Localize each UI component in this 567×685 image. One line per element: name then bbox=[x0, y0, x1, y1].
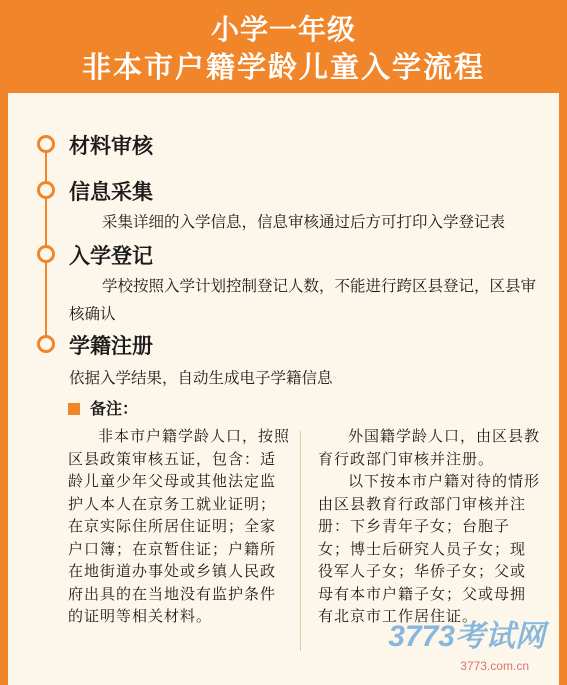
step-title-material-review: 材料审核 bbox=[69, 134, 153, 158]
column-divider bbox=[300, 431, 301, 651]
title-line-2: 非本市户籍学龄儿童入学流程 bbox=[81, 50, 485, 84]
square-bullet-icon bbox=[68, 403, 80, 415]
title-line-1: 小学一年级 bbox=[210, 13, 356, 46]
step-dot-icon bbox=[37, 335, 55, 353]
step-title-info-collection: 信息采集 bbox=[69, 180, 153, 204]
step-dot-icon bbox=[37, 181, 55, 199]
step-dot-icon bbox=[37, 135, 55, 153]
note-local-equivalent: 以下按本市户籍对待的情形由区县教育行政部门审核并注册：下乡青年子女；台胞子女；博士后研究人员子女；现役军人子女；华侨子女；父或母有本市户籍子女；父或母拥有北京市工作居住证。 bbox=[318, 472, 541, 625]
step-title-student-registration: 学籍注册 bbox=[69, 334, 153, 358]
note-label: 备注： bbox=[90, 399, 139, 418]
watermark-logo: 3773考试网 bbox=[388, 620, 545, 653]
step-desc-info-collection: 采集详细的入学信息，信息审核通过后方可打印入学登记表 bbox=[102, 213, 506, 231]
step-desc-student-registration: 依据入学结果，自动生成电子学籍信息 bbox=[69, 369, 333, 387]
step-dot-icon bbox=[37, 245, 55, 263]
step-desc-enrollment-registration: 学校按照入学计划控制登记人数，不能进行跨区县登记，区县审核确认 bbox=[69, 277, 537, 323]
step-title-enrollment-registration: 入学登记 bbox=[69, 244, 153, 268]
note-heading bbox=[68, 396, 138, 419]
timeline-line bbox=[45, 139, 47, 344]
note-right-column bbox=[318, 425, 540, 628]
header-banner bbox=[0, 0, 567, 92]
watermark-url: 3773.com.cn bbox=[460, 659, 529, 673]
note-left-column: 非本市户籍学龄人口，按照区县政策审核五证，包含：适龄儿童少年父母或其他法定监护人本人在京务工就业证明；在京实际住所居住证明；全家户口簿；在京暂住证；户籍所在地街道办事处或乡镇人民政府出具的在当地没有监护条件的证明等相关材料。 bbox=[68, 427, 291, 625]
content-panel bbox=[8, 93, 559, 685]
note-foreign-nationals: 外国籍学龄人口，由区县教育行政部门审核并注册。 bbox=[318, 427, 541, 468]
